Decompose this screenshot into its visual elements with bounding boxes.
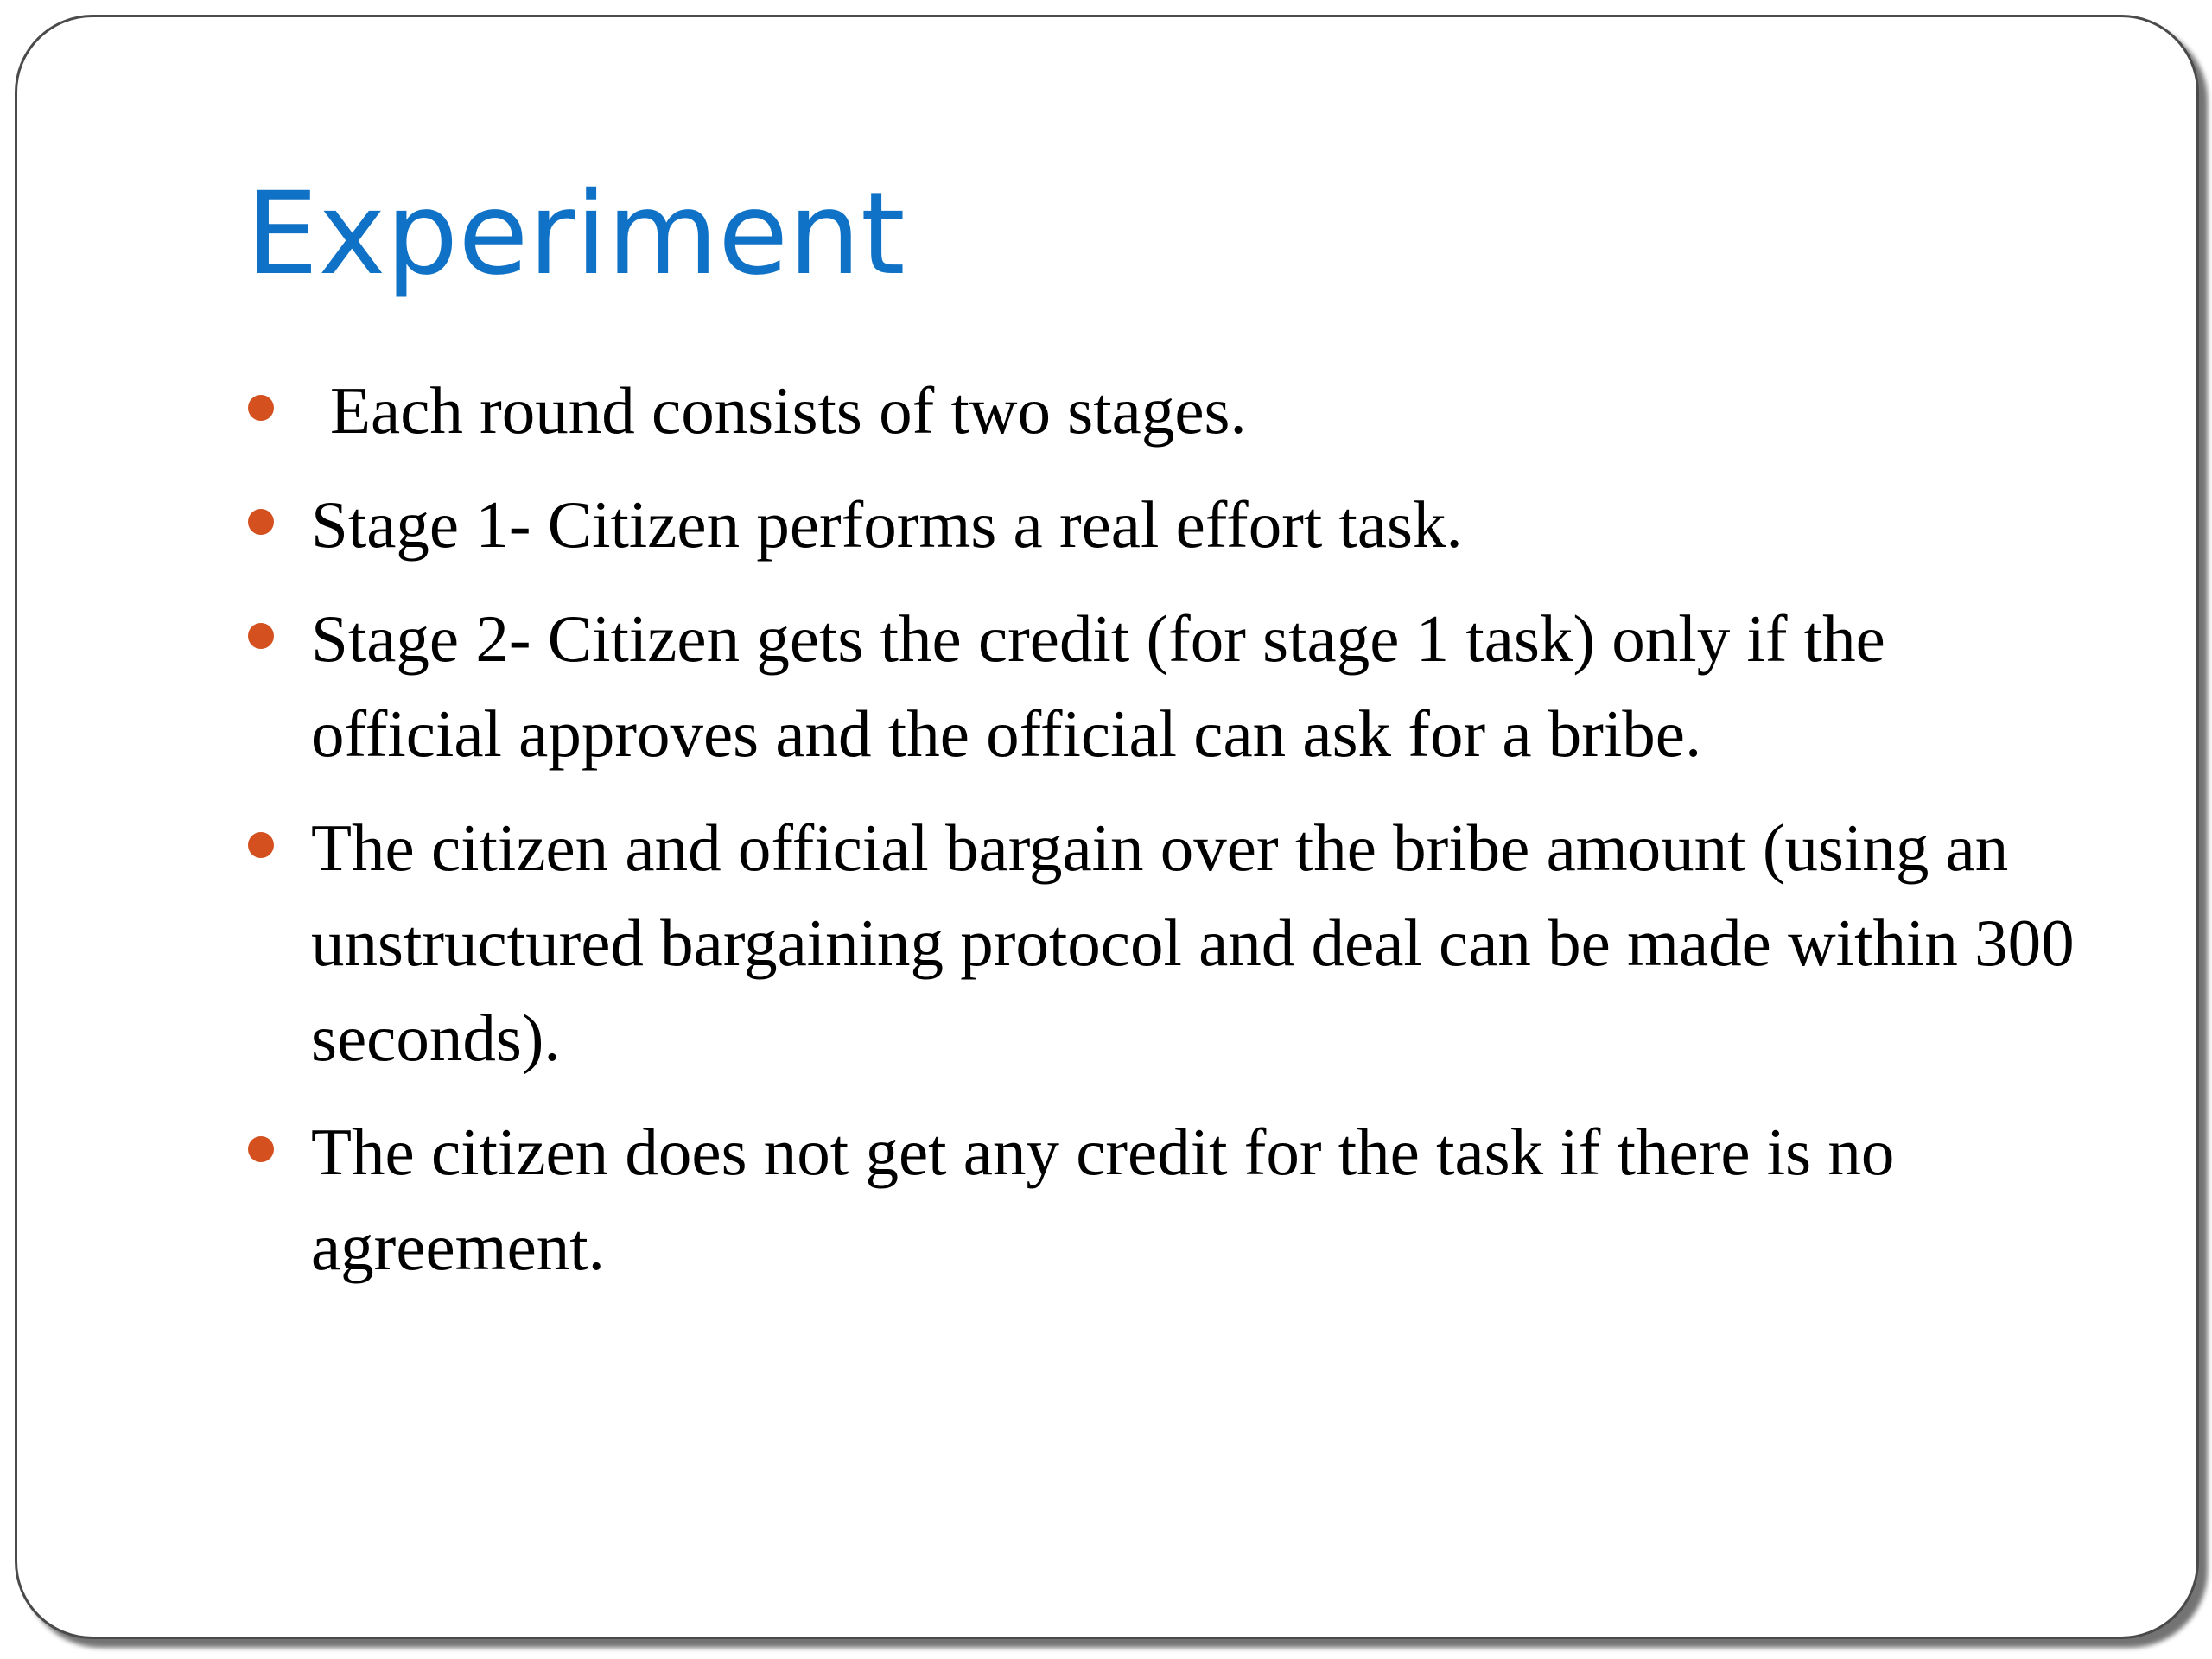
bullet-list [246, 363, 2078, 1313]
bullet-text: Stage 1- Citizen performs a real effort task. [311, 487, 1463, 562]
bullet-item [246, 1104, 2078, 1294]
bullet-item [246, 477, 2078, 572]
bullet-text: Each round consists of two stages. [330, 373, 1247, 448]
bullet-dot-icon [248, 1136, 274, 1162]
bullet-dot-icon [248, 395, 274, 421]
bullet-text: The citizen does not get any credit for the task if there is no agreement. [311, 1115, 1895, 1284]
bullet-dot-icon [248, 832, 274, 858]
bullet-text: The citizen and official bargain over the bribe amount (using an unstructured bargaining protocol and deal can be made within 300 seconds). [311, 810, 2075, 1075]
bullet-dot-icon [248, 509, 274, 535]
bullet-dot-icon [248, 623, 274, 649]
bullet-item [246, 591, 2078, 781]
bullet-text: Stage 2- Citizen gets the credit (for stage 1 task) only if the official approves and the official can ask for a bribe. [311, 601, 1885, 771]
slide-title: Experiment [246, 168, 906, 301]
bullet-item [246, 800, 2078, 1085]
bullet-item [246, 363, 2078, 458]
